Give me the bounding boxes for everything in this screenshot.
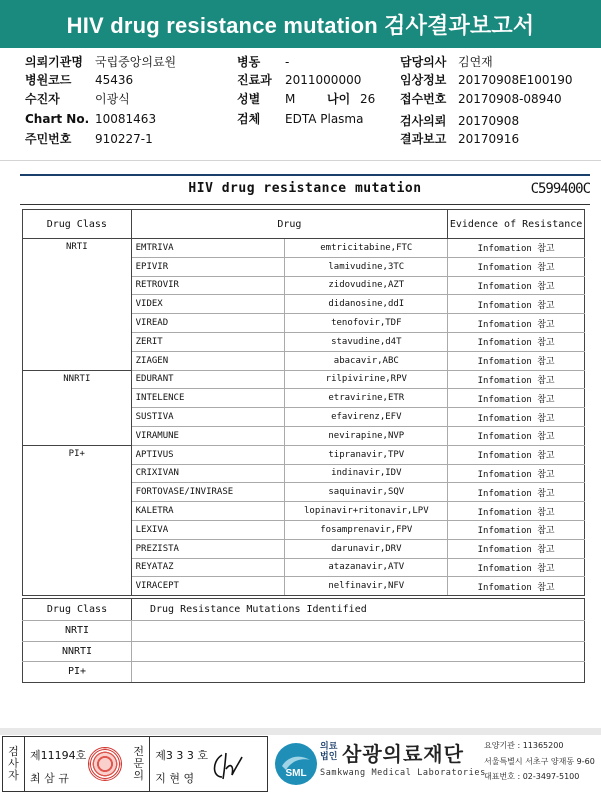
info-value: - bbox=[285, 55, 290, 69]
drug-name-cell: rilpivirine,RPV bbox=[285, 370, 448, 389]
specialist-info bbox=[150, 737, 208, 791]
evidence-cell: Infomation 참고 bbox=[448, 558, 585, 577]
evidence-cell: Infomation 참고 bbox=[448, 520, 585, 539]
specialist-name: 지 현 영 bbox=[155, 772, 195, 785]
info-value: 국립중앙의료원 bbox=[95, 55, 177, 69]
table-row bbox=[23, 239, 585, 258]
brand-name-cell: CRIXIVAN bbox=[131, 464, 285, 483]
evidence-cell: Infomation 참고 bbox=[448, 389, 585, 408]
evidence-cell: Infomation 참고 bbox=[448, 577, 585, 596]
tester-info bbox=[25, 737, 86, 791]
brand-name-cell: EPIVIR bbox=[131, 257, 285, 276]
evidence-cell: Infomation 참고 bbox=[448, 370, 585, 389]
drug-table bbox=[22, 209, 585, 596]
brand-name-cell: EDURANT bbox=[131, 370, 285, 389]
info-label: 검체 bbox=[237, 112, 261, 126]
report-top-rule bbox=[20, 174, 590, 176]
report-code: C599400C bbox=[530, 181, 590, 197]
evidence-header: Evidence of Resistance bbox=[448, 210, 585, 239]
evidence-cell: Infomation 참고 bbox=[448, 483, 585, 502]
address: 서울특별시 서초구 양재동 9-60 bbox=[484, 756, 595, 766]
info-value: 20170908E100190 bbox=[458, 73, 573, 87]
drug-name-cell: efavirenz,EFV bbox=[285, 408, 448, 427]
drug-name-cell: fosamprenavir,FPV bbox=[285, 520, 448, 539]
info-label: 진료과 bbox=[237, 73, 272, 87]
logo-kind bbox=[320, 742, 337, 762]
info-value: 김연재 bbox=[458, 55, 493, 69]
evidence-cell: Infomation 참고 bbox=[448, 276, 585, 295]
brand-name-cell: EMTRIVA bbox=[131, 239, 285, 258]
footer-band bbox=[0, 728, 601, 735]
specialist-label bbox=[128, 737, 150, 791]
brand-name-cell: ZIAGEN bbox=[131, 351, 285, 370]
drug-name-cell: tenofovir,TDF bbox=[285, 314, 448, 333]
evidence-cell: Infomation 참고 bbox=[448, 351, 585, 370]
drug-name-cell: zidovudine,AZT bbox=[285, 276, 448, 295]
signature-box bbox=[2, 736, 268, 792]
info-value: 20170908 bbox=[458, 114, 520, 128]
evidence-cell: Infomation 참고 bbox=[448, 445, 585, 464]
drug-name-cell: nelfinavir,NFV bbox=[285, 577, 448, 596]
info-value: 910227-1 bbox=[95, 132, 153, 146]
logo-name: 삼광의료재단 bbox=[342, 744, 464, 766]
evidence-cell: Infomation 참고 bbox=[448, 239, 585, 258]
brand-name-cell: PREZISTA bbox=[131, 539, 285, 558]
info-value: EDTA Plasma bbox=[285, 112, 364, 126]
drug-class-cell: NNRTI bbox=[23, 370, 132, 445]
drug-header: Drug bbox=[131, 210, 448, 239]
info-label: 결과보고 bbox=[400, 132, 447, 146]
brand-name-cell: RETROVIR bbox=[131, 276, 285, 295]
brand-name-cell: LEXIVA bbox=[131, 520, 285, 539]
drug-class-cell: PI+ bbox=[23, 445, 132, 595]
tester-label bbox=[3, 737, 25, 791]
info-label: 임상정보 bbox=[400, 73, 447, 87]
seal-stamp-icon bbox=[88, 747, 122, 781]
evidence-cell: Infomation 참고 bbox=[448, 426, 585, 445]
mutation-class-cell: NNRTI bbox=[23, 641, 132, 662]
logo-kind-line2: 법인 bbox=[320, 752, 338, 762]
table-row bbox=[23, 621, 585, 642]
report-section bbox=[20, 174, 590, 720]
info-value: 10081463 bbox=[95, 112, 157, 126]
tester-label-text: 검 사 자 bbox=[8, 745, 19, 782]
info-value: M bbox=[285, 92, 296, 106]
logo-english: Samkwang Medical Laboratories bbox=[320, 768, 486, 778]
evidence-cell: Infomation 참고 bbox=[448, 314, 585, 333]
info-value: 45436 bbox=[95, 73, 134, 87]
evidence-cell: Infomation 참고 bbox=[448, 332, 585, 351]
drug-name-cell: etravirine,ETR bbox=[285, 389, 448, 408]
drug-class-header: Drug Class bbox=[23, 210, 132, 239]
evidence-cell: Infomation 참고 bbox=[448, 408, 585, 427]
table-row bbox=[23, 370, 585, 389]
phone: 대표번호 : 02-3497-5100 bbox=[484, 772, 580, 781]
drug-name-cell: lamivudine,3TC bbox=[285, 257, 448, 276]
mutation-class-header: Drug Class bbox=[23, 599, 132, 621]
mutation-value-cell bbox=[132, 662, 585, 683]
mutation-class-cell: NRTI bbox=[23, 621, 132, 642]
brand-name-cell: ZERIT bbox=[131, 332, 285, 351]
brand-name-cell: VIREAD bbox=[131, 314, 285, 333]
drug-class-cell: NRTI bbox=[23, 239, 132, 371]
info-label: 병동 bbox=[237, 55, 261, 69]
brand-name-cell: VIRAMUNE bbox=[131, 426, 285, 445]
drug-name-cell: darunavir,DRV bbox=[285, 539, 448, 558]
report-rule bbox=[20, 204, 590, 205]
signature-icon bbox=[208, 747, 248, 787]
mutation-table-body bbox=[23, 621, 585, 683]
info-label: 의뢰기관명 bbox=[25, 55, 83, 69]
drug-name-cell: atazanavir,ATV bbox=[285, 558, 448, 577]
institution-code bbox=[484, 738, 595, 754]
divider bbox=[0, 160, 601, 161]
mutation-value-cell bbox=[132, 641, 585, 662]
report-title: HIV drug resistance mutation bbox=[188, 181, 422, 196]
institution-code-text: 요양기관 : 11365200 bbox=[484, 741, 564, 750]
info-label: 병원코드 bbox=[25, 73, 72, 87]
tester-name: 최 삼 규 bbox=[30, 772, 69, 785]
patient-info bbox=[0, 50, 601, 154]
brand-name-cell: KALETRA bbox=[131, 502, 285, 521]
brand-name-cell: VIRACEPT bbox=[131, 577, 285, 596]
drug-name-cell: stavudine,d4T bbox=[285, 332, 448, 351]
info-value: 20170908-08940 bbox=[458, 92, 562, 106]
mutation-table bbox=[22, 598, 585, 683]
brand-name-cell: APTIVUS bbox=[131, 445, 285, 464]
drug-name-cell: indinavir,IDV bbox=[285, 464, 448, 483]
drug-name-cell: saquinavir,SQV bbox=[285, 483, 448, 502]
mutation-value-cell bbox=[132, 621, 585, 642]
drug-table-header bbox=[23, 210, 585, 239]
info-value: 이광식 bbox=[95, 92, 130, 106]
table-row bbox=[23, 445, 585, 464]
mutation-class-cell: PI+ bbox=[23, 662, 132, 683]
drug-name-cell: emtricitabine,FTC bbox=[285, 239, 448, 258]
drug-name-cell: abacavir,ABC bbox=[285, 351, 448, 370]
tester-number: 제11194호 bbox=[30, 749, 87, 762]
brand-name-cell: INTELENCE bbox=[131, 389, 285, 408]
info-label: 주민번호 bbox=[25, 132, 72, 146]
info-label: 성별 bbox=[237, 92, 261, 106]
mutation-header: Drug Resistance Mutations Identified bbox=[132, 599, 585, 621]
age-value: 26 bbox=[360, 92, 376, 106]
evidence-cell: Infomation 참고 bbox=[448, 539, 585, 558]
info-label: 담당의사 bbox=[400, 55, 447, 69]
info-label: Chart No. bbox=[25, 112, 90, 126]
contact-info bbox=[484, 738, 595, 785]
drug-table-body bbox=[23, 239, 585, 596]
drug-name-cell: didanosine,ddI bbox=[285, 295, 448, 314]
age-label: 나이 bbox=[327, 92, 351, 106]
evidence-cell: Infomation 참고 bbox=[448, 295, 585, 314]
evidence-cell: Infomation 참고 bbox=[448, 257, 585, 276]
brand-name-cell: FORTOVASE/INVIRASE bbox=[131, 483, 285, 502]
info-label: 검사의뢰 bbox=[400, 114, 447, 128]
logo-badge-text: SML bbox=[285, 768, 307, 779]
brand-name-cell: REYATAZ bbox=[131, 558, 285, 577]
evidence-cell: Infomation 참고 bbox=[448, 464, 585, 483]
info-label: 수진자 bbox=[25, 92, 60, 106]
sml-logo-icon bbox=[274, 742, 318, 786]
info-value: 2011000000 bbox=[285, 73, 362, 87]
evidence-cell: Infomation 참고 bbox=[448, 502, 585, 521]
brand-name-cell: VIDEX bbox=[131, 295, 285, 314]
table-row bbox=[23, 662, 585, 683]
logo-kind-line1: 의료 bbox=[320, 742, 338, 752]
report-title-bar bbox=[0, 0, 601, 48]
company-logo bbox=[272, 736, 486, 792]
drug-name-cell: nevirapine,NVP bbox=[285, 426, 448, 445]
brand-name-cell: SUSTIVA bbox=[131, 408, 285, 427]
info-label: 접수번호 bbox=[400, 92, 447, 106]
drug-name-cell: lopinavir+ritonavir,LPV bbox=[285, 502, 448, 521]
mutation-table-header bbox=[23, 599, 585, 621]
drug-name-cell: tipranavir,TPV bbox=[285, 445, 448, 464]
specialist-label-text: 전 문 의 bbox=[133, 745, 145, 782]
table-row bbox=[23, 641, 585, 662]
page-title: HIV drug resistance mutation 검사결과보고서 bbox=[66, 12, 535, 38]
specialist-number: 제3 3 3 호 bbox=[155, 749, 208, 762]
info-value: 20170916 bbox=[458, 132, 520, 146]
